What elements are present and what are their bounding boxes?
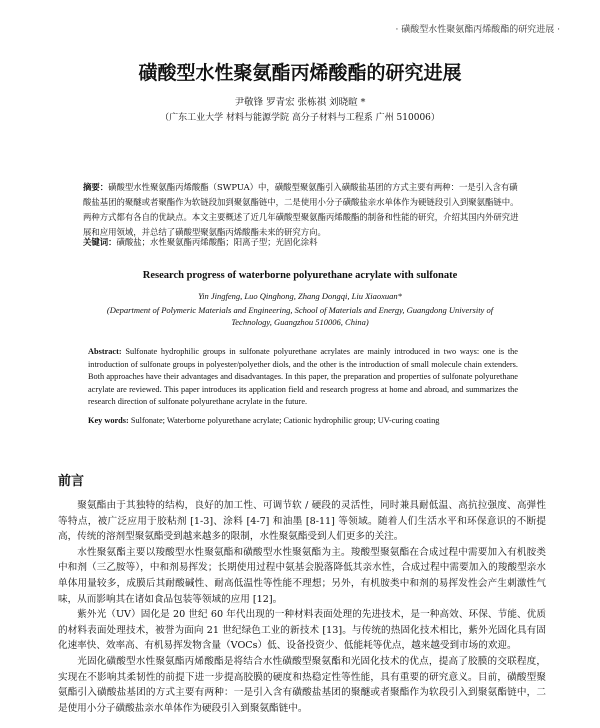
english-authors: Yin Jingfeng, Luo Qinghong, Zhang Dongqi, Liu Xiaoxuan* <box>198 291 402 301</box>
chinese-abstract-text: 磺酸型水性聚氨酯丙烯酸酯（SWPUA）中，磺酸型聚氨酯引入磺酸盐基团的方式主要有两种：一是引入含有磺酸盐基团的聚醚或者聚酯作为软链段加到聚氨酯链中，二是使用小分子磺酸盐亲水单体作为硬链段引入到聚氨酯链中。两种方式都有各自的优缺点。本文主要概述了近几年磺酸型聚氨酯丙烯酸酯的制备和性能的研究，介绍其国内外研究进展和应用领域，并总结了磺酸型聚氨酯丙烯酸酯未来的研究方向。 <box>83 182 519 237</box>
english-keywords-text: Sulfonate; Waterborne polyurethane acrylate; Cationic hydrophilic group; UV-curing coating <box>130 416 440 425</box>
english-keywords-label: Key words: <box>88 416 129 425</box>
paragraph: 光固化磺酸型水性聚氨酯丙烯酸酯是将结合水性磺酸型聚氨酯和光固化技术的优点，提高了胶膜的交联程度，实现在不影响其柔韧性的前提下进一步提高胶膜的硬度和热稳定性等性能，具有重要的研究意义。目前，磺酸型聚氨酯引入磺酸盐基团的方式主要有两种：一是引入含有磺酸盐基团的聚醚或者聚酯作为软段引入到聚氨酯链中，二是使用小分子磺酸盐亲水单体作为硬段引入到聚氨酯链中。 <box>58 655 546 714</box>
chinese-keywords-label: 关键词： <box>83 237 117 247</box>
section-heading: 前言 <box>58 474 85 489</box>
paragraph: 水性聚氨酯主要以羧酸型水性聚氨酯和磺酸型水性聚氨酯为主。羧酸型聚氨酯在合成过程中需要加入有机胺类中和剂（三乙胺等），中和剂易挥发；长期使用过程中氨基会脱落降低其亲水性，合成过程中需要加入的羧酸型亲水单体用量较多，成膜后其耐酸碱性、耐高低温性等性能不理想；另外，有机胺类中和剂的易挥发性会产生刺激性气味，从而影响其在诸如食品包装等领域的应用 [12]。 <box>58 546 546 605</box>
affiliation: （广东工业大学 材料与能源学院 高分子材料与工程系 广州 510006） <box>160 113 440 123</box>
chinese-keywords-text: 磺酸盐；水性聚氨酯丙烯酸酯；阳离子型；光固化涂料 <box>116 237 318 247</box>
english-abstract-text: Sulfonate hydrophilic groups in sulfonate polyurethane acrylates are mainly introduced in two ways: one is the introduction of sulfonate groups in polyester/polyether diols, and the other is the introduction of small molecule chain extenders. Both approaches have their advantages and disadvantages. In this paper, the preparation and properties of sulfonate polyurethane acrylate are reviewed. This paper introduces its application field and research progress at home and abroad, and summarizes the research direction of sulfonate polyurethane acrylate in the future. <box>88 347 518 406</box>
chinese-abstract <box>83 180 523 240</box>
paragraph: 聚氨酯由于其独特的结构，良好的加工性、可调节软 / 硬段的灵活性，同时兼具耐低温、高抗拉强度、高弹性等特点，被广泛应用于胶粘剂 [1-3]、涂料 [4-7] 和油墨 [8-11] 等领域。随着人们生活水平和环保意识的不断提高，传统的溶剂型聚氨酯受到越来越多的限制，水性聚氨酯受到人们更多的关注。 <box>58 500 546 543</box>
english-keywords <box>88 416 518 425</box>
english-abstract-label: Abstract: <box>88 347 122 356</box>
body-text <box>58 498 546 716</box>
page-title: 磺酸型水性聚氨酯丙烯酸酯的研究进展 <box>138 62 462 84</box>
authors: 尹敬锋 罗青宏 张栋祺 刘晓暄 * <box>234 97 366 108</box>
chinese-keywords <box>83 236 523 248</box>
english-abstract <box>88 346 518 409</box>
english-title: Research progress of waterborne polyurethane acrylate with sulfonate <box>142 270 458 281</box>
chinese-abstract-label: 摘要： <box>83 182 109 192</box>
paragraph: 紫外光（UV）固化是 20 世纪 60 年代出现的一种材料表面处理的先进技术，是一种高效、环保、节能、优质的材料表面处理技术，被誉为面向 21 世纪绿色工业的新技术 [13]。与传统的热固化技术相比，紫外光固化具有固化速率快、效率高、有机易挥发物含量（VOCs）低、设备投资少、低能耗等优点，越来越受到市场的欢迎。 <box>58 609 546 652</box>
english-affiliation: (Department of Polymeric Materials and Engineering, School of Materials and Energy, Guangdong University of Technology, Guangzhou 510006, China) <box>106 305 494 327</box>
running-header: · 磺酸型水性聚氨酯丙烯酸酯的研究进展 · <box>395 25 560 35</box>
